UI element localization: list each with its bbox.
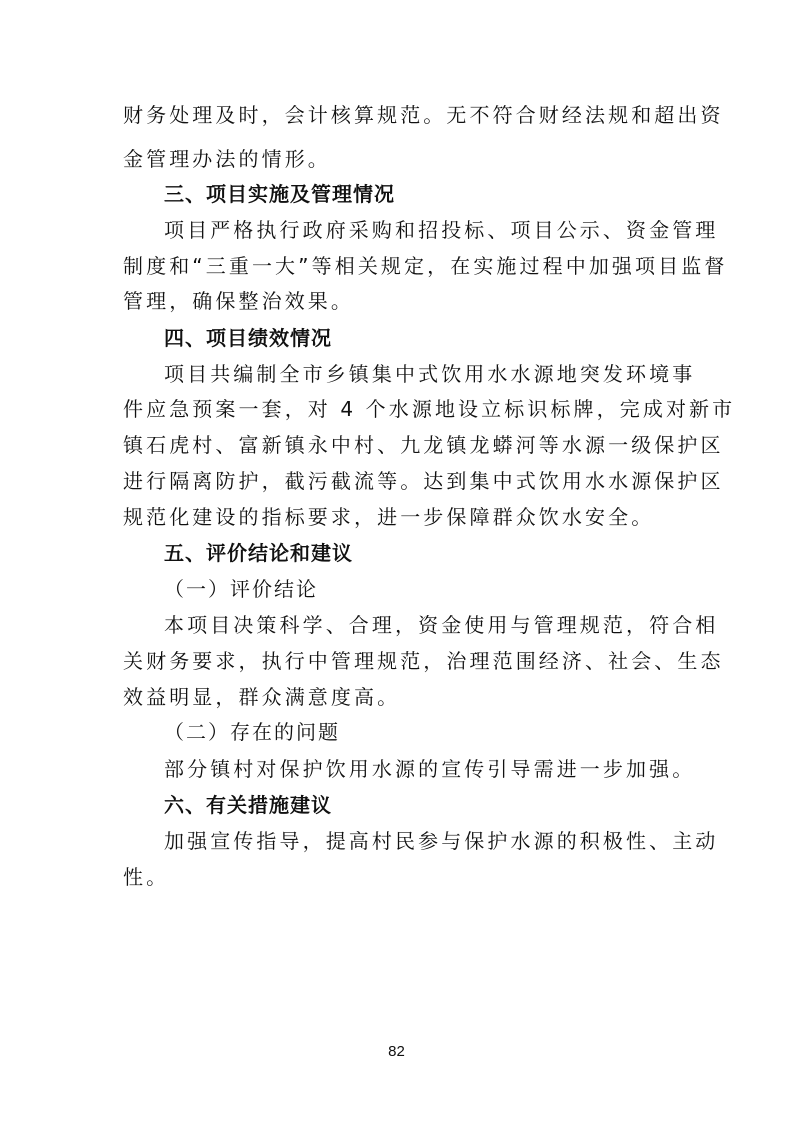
page-number: 82: [388, 1043, 405, 1060]
section-heading: 三、项目实施及管理情况: [164, 182, 395, 206]
paragraph-line: 关财务要求，执行中管理规范，治理范围经济、社会、生态: [123, 649, 724, 673]
section-heading: 四、项目绩效情况: [164, 326, 332, 350]
paragraph-line: 加强宣传指导，提高村民参与保护水源的积极性、主动: [164, 829, 719, 853]
paragraph-line: 部分镇村对保护饮用水源的宣传引导需进一步加强。: [164, 757, 696, 781]
paragraph-line: 规范化建设的指标要求，进一步保障群众饮水安全。: [123, 505, 655, 529]
paragraph-line: 效益明显，群众满意度高。: [123, 685, 401, 709]
subsection-heading: （二）存在的问题: [164, 720, 340, 744]
paragraph-line: 镇石虎村、富新镇永中村、九龙镇龙蟒河等水源一级保护区: [123, 433, 724, 457]
paragraph-line: 财务处理及时，会计核算规范。无不符合财经法规和超出资: [123, 103, 724, 127]
paragraph-line: 项目共编制全市乡镇集中式饮用水水源地突发环境事: [164, 362, 696, 386]
paragraph-line: 制度和“三重一大”等相关规定，在实施过程中加强项目监督: [123, 254, 728, 278]
paragraph-line: 进行隔离防护，截污截流等。达到集中式饮用水水源保护区: [123, 469, 724, 493]
section-heading: 五、评价结论和建议: [164, 541, 353, 565]
paragraph-line: 本项目决策科学、合理，资金使用与管理规范，符合相: [164, 613, 719, 637]
section-heading: 六、有关措施建议: [164, 793, 332, 817]
paragraph-line: 项目严格执行政府采购和招投标、项目公示、资金管理: [164, 218, 719, 242]
paragraph-line: 管理，确保整治效果。: [123, 289, 354, 313]
paragraph-line: 金管理办法的情形。: [123, 147, 331, 171]
paragraph-line: 性。: [123, 865, 170, 889]
paragraph-line: 件应急预案一套，对 4 个水源地设立标识标牌，完成对新市: [123, 397, 736, 421]
subsection-heading: （一）评价结论: [164, 577, 318, 601]
